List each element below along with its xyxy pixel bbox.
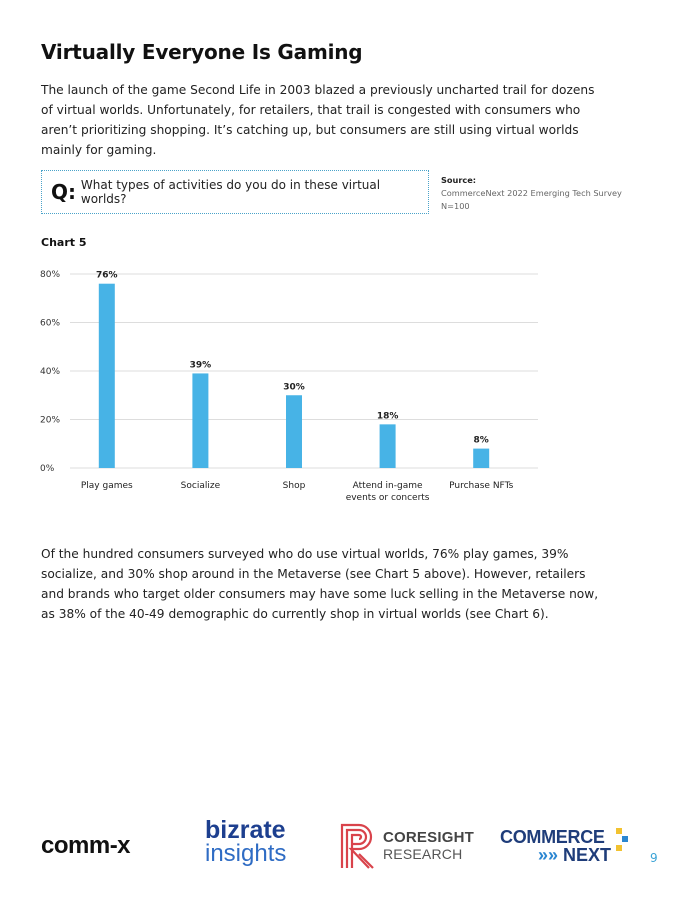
survey-question-text: What types of activities do you do in these virtual worlds?	[80, 178, 381, 206]
bar-value-label-3: 18%	[376, 411, 399, 422]
y-tick-label-2: 40%	[40, 367, 61, 377]
intro-paragraph: The launch of the game Second Life in 2003 blazed a previously uncharted trail for dozens of virtual worlds. Unfortunately, for retailers, that trail is congested with consumers who aren’t prioritizing shopping. It’s catching up, but consumers are still using virtual worlds mainly for gaming.	[41, 83, 595, 157]
bar-value-label-4: 8%	[473, 435, 489, 446]
bar-0	[99, 284, 115, 468]
commercenext-logo	[500, 828, 611, 864]
y-tick-label-3: 60%	[40, 318, 61, 329]
source-sample-size: N=100	[441, 201, 470, 211]
y-tick-label-1: 20%	[40, 415, 61, 426]
y-tick-label-0: 0%	[40, 464, 55, 474]
bar-value-label-2: 30%	[283, 382, 305, 393]
coresight-research-logo	[339, 822, 474, 870]
body-paragraph: Of the hundred consumers surveyed who do use virtual worlds, 76% play games, 39% socialize, and 30% shop around in the Metaverse (see Chart 5 above). However, retailers and brands who target older consumers may have some luck selling in the Metaverse now, as 38% of the 40-49 demographic do currently shop in virtual worlds (see Chart 6).	[41, 547, 599, 621]
insights-logo-word: insights	[205, 840, 287, 867]
page-title: Virtually Everyone Is Gaming	[41, 40, 363, 64]
category-label-4: Purchase NFTs	[449, 481, 514, 491]
logo-square-yellow-2-icon	[616, 845, 622, 851]
bar-chart	[30, 258, 550, 508]
coresight-emblem-icon	[339, 822, 379, 870]
next-logo-line	[500, 846, 611, 864]
research-logo-word: RESEARCH	[383, 846, 463, 862]
survey-question-box	[41, 170, 429, 214]
bizrate-logo-word: bizrate	[205, 816, 286, 844]
source-note	[441, 174, 622, 213]
question-mark-label: Q:	[51, 180, 76, 204]
commerce-logo-word: COMMERCE	[500, 827, 605, 847]
bizrate-insights-logo	[205, 818, 286, 866]
chevrons-icon: »»	[538, 845, 564, 865]
source-survey: CommerceNext 2022 Emerging Tech Survey	[441, 188, 622, 198]
category-label-1: Socialize	[180, 481, 221, 491]
category-label-2: Shop	[282, 481, 306, 491]
category-label-3-line-0: Attend in-game	[352, 481, 423, 491]
bar-4	[473, 449, 489, 468]
page-number: 9	[650, 851, 658, 865]
chart-title: Chart 5	[41, 236, 87, 249]
source-label: Source:	[441, 175, 477, 185]
bar-1	[192, 373, 208, 468]
bar-value-label-0: 76%	[96, 270, 118, 281]
category-label-3-line-1: events or concerts	[345, 493, 430, 503]
bar-2	[286, 395, 302, 468]
bar-value-label-1: 39%	[189, 360, 212, 371]
logo-square-blue-icon	[622, 836, 628, 842]
next-logo-word: NEXT	[563, 845, 612, 865]
coresight-logo-word: CORESIGHT	[383, 829, 474, 846]
logo-square-yellow-icon	[616, 828, 622, 834]
category-label-0: Play games	[80, 481, 133, 491]
y-tick-label-4: 80%	[40, 270, 61, 280]
comm-x-logo: comm-x	[41, 832, 131, 859]
bar-3	[380, 424, 396, 468]
